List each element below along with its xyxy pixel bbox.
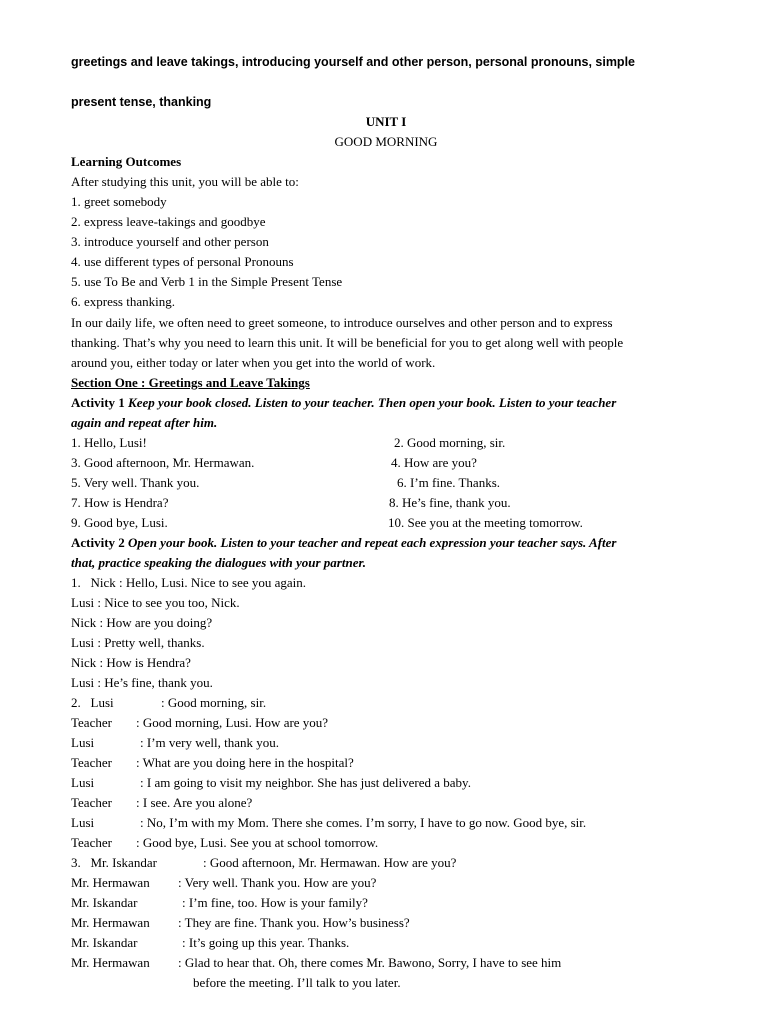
- dialogue2-speaker: Lusi: [71, 815, 95, 830]
- learning-outcomes-intro: After studying this unit, you will be able to:: [71, 174, 299, 189]
- dialogue1-line: Nick : How is Hendra?: [71, 655, 191, 670]
- expression-right: 6. I’m fine. Thanks.: [397, 475, 501, 490]
- dialogue3-speaker: Mr. Iskandar: [71, 935, 138, 950]
- dialogue2-speaker: Teacher: [71, 795, 112, 810]
- unit-title: GOOD MORNING: [334, 134, 438, 149]
- learning-outcomes-heading: Learning Outcomes: [71, 154, 182, 169]
- dialogue2-speaker: Teacher: [71, 835, 112, 850]
- dialogue3-line: : I’m fine, too. How is your family?: [182, 895, 368, 910]
- activity2-instruction: [71, 535, 617, 551]
- dialogue2-line: : Good bye, Lusi. See you at school tomorrow.: [136, 835, 379, 850]
- dialogue2-line: : I see. Are you alone?: [136, 795, 253, 810]
- dialogue2-speaker: 2. Lusi: [71, 695, 114, 710]
- dialogue3-line: : Good afternoon, Mr. Hermawan. How are you?: [203, 855, 457, 870]
- dialogue2-speaker: Lusi: [71, 735, 95, 750]
- dialogue2-line: : No, I’m with my Mom. There she comes. I’m sorry, I have to go now. Good bye, sir.: [140, 815, 587, 830]
- outcome-item: 5. use To Be and Verb 1 in the Simple Present Tense: [71, 274, 343, 289]
- dialogue1-line: Lusi : Nice to see you too, Nick.: [71, 595, 240, 610]
- dialogue2-line: : I am going to visit my neighbor. She has just delivered a baby.: [140, 775, 471, 790]
- expression-right: 10. See you at the meeting tomorrow.: [388, 515, 583, 530]
- activity1-instruction: [71, 395, 616, 411]
- dialogue3-continuation: before the meeting. I’ll talk to you later.: [193, 975, 401, 990]
- expression-left: 9. Good bye, Lusi.: [71, 515, 168, 530]
- dialogue2-speaker: Teacher: [71, 755, 112, 770]
- dialogue3-speaker: Mr. Hermawan: [71, 955, 150, 970]
- unit-label: UNIT I: [365, 114, 407, 129]
- dialogue1-line: Lusi : He’s fine, thank you.: [71, 675, 213, 690]
- dialogue2-speaker: Lusi: [71, 775, 95, 790]
- dialogue3-line: : Very well. Thank you. How are you?: [178, 875, 377, 890]
- activity2-instruction-line2: that, practice speaking the dialogues with your partner.: [71, 555, 367, 570]
- paragraph-line: In our daily life, we often need to greet someone, to introduce ourselves and other person and to express: [71, 315, 613, 330]
- dialogue3-speaker: Mr. Hermawan: [71, 915, 150, 930]
- activity1-label: Activity 1: [71, 395, 125, 410]
- topics-line-2: present tense, thanking: [71, 95, 212, 109]
- section-one-heading: Section One : Greetings and Leave Takings: [71, 375, 310, 390]
- dialogue3-speaker: 3. Mr. Iskandar: [71, 855, 157, 870]
- paragraph-line: thanking. That’s why you need to learn this unit. It will be beneficial for you to get along well with people: [71, 335, 624, 350]
- dialogue2-line: : Good morning, Lusi. How are you?: [136, 715, 329, 730]
- expression-left: 5. Very well. Thank you.: [71, 475, 200, 490]
- dialogue1-line: Lusi : Pretty well, thanks.: [71, 635, 205, 650]
- dialogue3-line: : They are fine. Thank you. How’s business?: [178, 915, 410, 930]
- expression-left: 1. Hello, Lusi!: [71, 435, 147, 450]
- activity1-instruction-text: Keep your book closed. Listen to your teacher. Then open your book. Listen to your teacher: [124, 395, 617, 410]
- expression-right: 2. Good morning, sir.: [394, 435, 506, 450]
- outcome-item: 2. express leave-takings and goodbye: [71, 214, 266, 229]
- outcome-item: 4. use different types of personal Pronouns: [71, 254, 294, 269]
- dialogue2-line: : Good morning, sir.: [161, 695, 267, 710]
- outcome-item: 6. express thanking.: [71, 294, 175, 309]
- activity2-instruction-text: Open your book. Listen to your teacher and repeat each expression your teacher says. After: [124, 535, 617, 550]
- paragraph-line: around you, either today or later when you get into the world of work.: [71, 355, 436, 370]
- dialogue1-line: Nick : How are you doing?: [71, 615, 213, 630]
- dialogue3-speaker: Mr. Iskandar: [71, 895, 138, 910]
- dialogue2-speaker: Teacher: [71, 715, 112, 730]
- expression-right: 4. How are you?: [391, 455, 477, 470]
- expression-left: 3. Good afternoon, Mr. Hermawan.: [71, 455, 255, 470]
- expression-right: 8. He’s fine, thank you.: [389, 495, 511, 510]
- activity1-instruction-line2: again and repeat after him.: [71, 415, 218, 430]
- dialogue3-line: : It’s going up this year. Thanks.: [182, 935, 350, 950]
- dialogue3-speaker: Mr. Hermawan: [71, 875, 150, 890]
- dialogue3-line: : Glad to hear that. Oh, there comes Mr. Bawono, Sorry, I have to see him: [178, 955, 562, 970]
- expression-left: 7. How is Hendra?: [71, 495, 169, 510]
- topics-line-1: greetings and leave takings, introducing yourself and other person, personal pronouns, simple: [71, 55, 635, 69]
- dialogue2-line: : What are you doing here in the hospital?: [136, 755, 354, 770]
- dialogue1-line: 1. Nick : Hello, Lusi. Nice to see you again.: [71, 575, 307, 590]
- outcome-item: 1. greet somebody: [71, 194, 167, 209]
- activity2-label: Activity 2: [71, 535, 125, 550]
- outcome-item: 3. introduce yourself and other person: [71, 234, 269, 249]
- dialogue2-line: : I’m very well, thank you.: [140, 735, 279, 750]
